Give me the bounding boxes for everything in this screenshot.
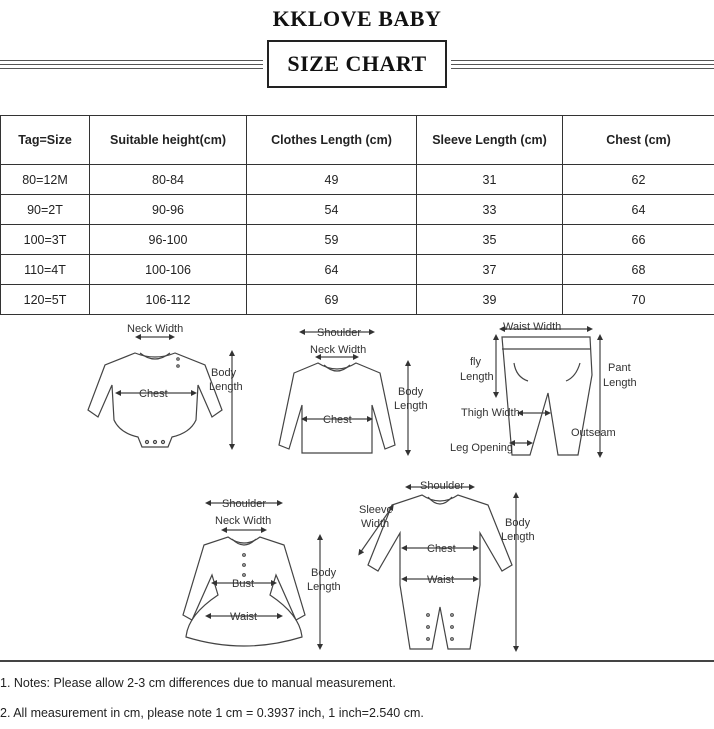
romper-body-label: Body bbox=[505, 517, 531, 529]
column-header-height: Suitable height(cm) bbox=[90, 116, 247, 165]
table-cell: 39 bbox=[417, 285, 563, 315]
table-cell: 80-84 bbox=[90, 165, 247, 195]
shirt-neck-width-label: Neck Width bbox=[310, 344, 367, 356]
dress-illustration bbox=[183, 537, 305, 646]
table-cell: 37 bbox=[417, 255, 563, 285]
table-cell: 69 bbox=[247, 285, 417, 315]
table-cell: 64 bbox=[247, 255, 417, 285]
pants-fly-length-label: Length bbox=[460, 371, 494, 383]
table-cell: 80=12M bbox=[1, 165, 90, 195]
pants-leg-opening-label: Leg Opening bbox=[450, 442, 513, 454]
table-header-row bbox=[1, 116, 714, 165]
bodysuit-neck-width-label: Neck Width bbox=[127, 323, 184, 335]
table-row bbox=[1, 255, 714, 285]
table-cell: 35 bbox=[417, 225, 563, 255]
table-cell: 96-100 bbox=[90, 225, 247, 255]
shirt-shoulder-label: Shoulder bbox=[317, 327, 362, 339]
table-cell: 90=2T bbox=[1, 195, 90, 225]
table-cell: 31 bbox=[417, 165, 563, 195]
dress-neck-width-label: Neck Width bbox=[215, 515, 272, 527]
dress-waist-label: Waist bbox=[230, 611, 258, 623]
table-cell: 70 bbox=[563, 285, 714, 315]
size-table bbox=[0, 115, 714, 315]
column-header-sleeve-length: Sleeve Length (cm) bbox=[417, 116, 563, 165]
pants-waist-width-label: Waist Width bbox=[503, 321, 562, 333]
pants-pant-label: Pant bbox=[608, 362, 631, 374]
dress-shoulder-label: Shoulder bbox=[222, 498, 267, 510]
bodysuit-body-label: Body bbox=[211, 367, 237, 379]
pants-pant-length-label: Length bbox=[603, 377, 637, 389]
table-cell: 106-112 bbox=[90, 285, 247, 315]
bodysuit-illustration bbox=[88, 353, 222, 447]
table-cell: 100-106 bbox=[90, 255, 247, 285]
bodysuit-length-label: Length bbox=[209, 381, 243, 393]
table-cell: 90-96 bbox=[90, 195, 247, 225]
table-cell: 62 bbox=[563, 165, 714, 195]
shirt-body-label: Body bbox=[398, 386, 424, 398]
dress-length-label: Length bbox=[307, 581, 341, 593]
romper-waist-label: Waist bbox=[427, 574, 455, 586]
measurement-diagrams bbox=[0, 315, 714, 660]
bodysuit-chest-label: Chest bbox=[139, 388, 168, 400]
pants-outseam-label: Outseam bbox=[571, 427, 616, 439]
table-cell: 54 bbox=[247, 195, 417, 225]
table-cell: 120=5T bbox=[1, 285, 90, 315]
column-header-clothes-length: Clothes Length (cm) bbox=[247, 116, 417, 165]
table-cell: 59 bbox=[247, 225, 417, 255]
table-row bbox=[1, 165, 714, 195]
table-cell: 66 bbox=[563, 225, 714, 255]
romper-width-label: Width bbox=[361, 518, 390, 530]
shirt-illustration bbox=[279, 363, 395, 453]
table-cell: 49 bbox=[247, 165, 417, 195]
romper-shoulder-label: Shoulder bbox=[420, 480, 465, 492]
size-chart-title-box bbox=[267, 40, 447, 88]
column-header-chest: Chest (cm) bbox=[563, 116, 714, 165]
brand-title: KKLOVE BABY bbox=[272, 6, 442, 31]
dress-body-label: Body bbox=[311, 567, 337, 579]
table-cell: 68 bbox=[563, 255, 714, 285]
table-cell: 64 bbox=[563, 195, 714, 225]
table-row bbox=[1, 225, 714, 255]
note-line-1: 1. Notes: Please allow 2-3 cm differences due to manual measurement. bbox=[0, 676, 396, 690]
table-cell: 33 bbox=[417, 195, 563, 225]
romper-length-label: Length bbox=[501, 531, 535, 543]
romper-sleeve-label: Sleeve bbox=[359, 504, 393, 516]
table-row bbox=[1, 285, 714, 315]
shirt-length-label: Length bbox=[394, 400, 428, 412]
size-chart-title: SIZE CHART bbox=[287, 51, 427, 76]
note-line-2: 2. All measurement in cm, please note 1 cm = 0.3937 inch, 1 inch=2.540 cm. bbox=[0, 706, 424, 720]
table-cell: 100=3T bbox=[1, 225, 90, 255]
table-row bbox=[1, 195, 714, 225]
romper-chest-label: Chest bbox=[427, 543, 456, 555]
dress-bust-label: Bust bbox=[232, 578, 255, 590]
notes-divider bbox=[0, 660, 714, 662]
column-header-tag-size: Tag=Size bbox=[1, 116, 90, 165]
romper-illustration bbox=[368, 495, 512, 649]
pants-fly-label: fly bbox=[470, 356, 481, 368]
table-cell: 110=4T bbox=[1, 255, 90, 285]
shirt-chest-label: Chest bbox=[323, 414, 352, 426]
pants-thigh-width-label: Thigh Width bbox=[461, 407, 520, 419]
measurement-diagrams-svg bbox=[0, 315, 714, 660]
